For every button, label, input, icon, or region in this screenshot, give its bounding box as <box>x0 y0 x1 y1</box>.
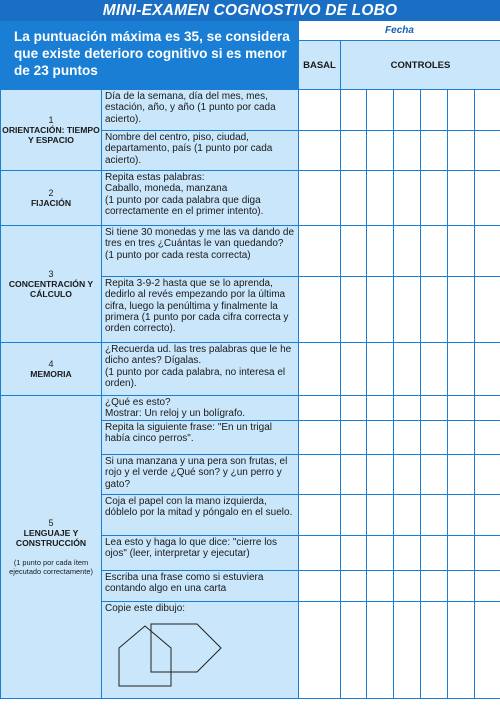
section-label <box>1 90 102 171</box>
item-text: Nombre del centro, piso, ciudad, departamento, país (1 punto por cada acierto). <box>102 131 299 171</box>
control-score-cell[interactable] <box>367 495 394 536</box>
control-score-cell[interactable] <box>394 421 421 455</box>
control-score-cell[interactable] <box>421 602 448 699</box>
section-number: 3 <box>48 269 54 279</box>
control-score-cell[interactable] <box>367 277 394 343</box>
control-score-cell[interactable] <box>341 343 367 396</box>
item-text: Copie este dibujo: <box>102 602 299 699</box>
basal-score-cell[interactable] <box>299 131 341 171</box>
form-title: MINI-EXAMEN COGNOSTIVO DE LOBO <box>0 0 500 21</box>
control-score-cell[interactable] <box>448 421 475 455</box>
item-text: ¿Qué es esto? Mostrar: Un reloj y un bolígrafo. <box>102 396 299 421</box>
control-score-cell[interactable] <box>394 343 421 396</box>
section-label <box>1 171 102 226</box>
basal-score-cell[interactable] <box>299 571 341 602</box>
basal-column-header: BASAL <box>298 40 340 89</box>
basal-score-cell[interactable] <box>299 536 341 571</box>
basal-score-cell[interactable] <box>299 343 341 396</box>
item-text: Coja el papel con la mano izquierda, dóblelo por la mitad y póngalo en el suelo. <box>102 495 299 536</box>
exam-row <box>1 396 500 421</box>
exam-row <box>1 90 500 131</box>
item-text: Si una manzana y una pera son frutas, el rojo y el verde ¿Qué son? y ¿un perro y gato? <box>102 455 299 495</box>
section-label <box>1 396 102 699</box>
section-number: 2 <box>48 188 54 198</box>
basal-score-cell[interactable] <box>299 90 341 131</box>
basal-score-cell[interactable] <box>299 226 341 277</box>
control-score-cell[interactable] <box>421 536 448 571</box>
control-score-cell[interactable] <box>448 602 475 699</box>
control-score-cell[interactable] <box>475 536 500 571</box>
control-score-cell[interactable] <box>475 171 500 226</box>
control-score-cell[interactable] <box>367 455 394 495</box>
control-score-cell[interactable] <box>421 343 448 396</box>
control-score-cell[interactable] <box>475 571 500 602</box>
control-score-cell[interactable] <box>341 536 367 571</box>
section-number: 1 <box>48 115 54 125</box>
control-score-cell[interactable] <box>421 571 448 602</box>
basal-score-cell[interactable] <box>299 602 341 699</box>
control-score-cell[interactable] <box>341 396 367 421</box>
item-text: Repita 3-9-2 hasta que se lo aprenda, dedirlo al revés empezando por la última cifra, luego la penúltima y finalmente la primera (1 punto por cada cifra correcta y orden correcto). <box>102 277 299 343</box>
control-score-cell[interactable] <box>448 343 475 396</box>
control-score-cell[interactable] <box>448 455 475 495</box>
control-score-cell[interactable] <box>394 495 421 536</box>
fecha-header: Fecha <box>298 21 500 40</box>
control-score-cell[interactable] <box>475 495 500 536</box>
item-text: Lea esto y haga lo que dice: "cierre los ojos" (leer, interpretar y ejecutar) <box>102 536 299 571</box>
basal-score-cell[interactable] <box>299 171 341 226</box>
control-score-cell[interactable] <box>475 455 500 495</box>
control-score-cell[interactable] <box>341 602 367 699</box>
control-score-cell[interactable] <box>341 455 367 495</box>
control-score-cell[interactable] <box>367 343 394 396</box>
basal-score-cell[interactable] <box>299 277 341 343</box>
control-score-cell[interactable] <box>367 226 394 277</box>
control-score-cell[interactable] <box>394 455 421 495</box>
control-score-cell[interactable] <box>475 602 500 699</box>
control-score-cell[interactable] <box>448 495 475 536</box>
basal-score-cell[interactable] <box>299 495 341 536</box>
control-score-cell[interactable] <box>367 602 394 699</box>
control-score-cell[interactable] <box>421 277 448 343</box>
control-score-cell[interactable] <box>448 277 475 343</box>
control-score-cell[interactable] <box>394 396 421 421</box>
control-score-cell[interactable] <box>394 536 421 571</box>
section-name: LENGUAJE Y CONSTRUCCIÓN <box>15 528 87 548</box>
control-score-cell[interactable] <box>341 131 367 171</box>
control-score-cell[interactable] <box>475 421 500 455</box>
basal-score-cell[interactable] <box>299 396 341 421</box>
item-text: Día de la semana, día del mes, mes, estación, año, y año (1 punto por cada acierto). <box>102 90 299 131</box>
control-score-cell[interactable] <box>475 226 500 277</box>
overlapping-pentagons-drawing <box>117 618 227 688</box>
section-name: FIJACIÓN <box>30 198 72 208</box>
item-text: Escriba una frase como si estuviera contando algo en una carta <box>102 571 299 602</box>
score-instructions: La puntuación máxima es 35, se considera que existe deterioro cognitivo si es menor de 23 puntos <box>0 21 298 89</box>
section-label <box>1 343 102 396</box>
control-score-cell[interactable] <box>367 90 394 131</box>
exam-row <box>1 171 500 226</box>
exam-table <box>0 89 500 699</box>
section-number: 5 <box>48 518 54 528</box>
control-score-cell[interactable] <box>421 226 448 277</box>
controles-column-header: CONTROLES <box>340 40 500 89</box>
control-score-cell[interactable] <box>394 571 421 602</box>
control-score-cell[interactable] <box>475 396 500 421</box>
control-score-cell[interactable] <box>341 421 367 455</box>
control-score-cell[interactable] <box>367 571 394 602</box>
control-score-cell[interactable] <box>448 571 475 602</box>
basal-score-cell[interactable] <box>299 421 341 455</box>
control-score-cell[interactable] <box>367 131 394 171</box>
section-name: CONCENTRACIÓN Y CÁLCULO <box>8 279 94 299</box>
control-score-cell[interactable] <box>367 171 394 226</box>
exam-row <box>1 343 500 396</box>
control-score-cell[interactable] <box>341 171 367 226</box>
control-score-cell[interactable] <box>421 495 448 536</box>
control-score-cell[interactable] <box>394 90 421 131</box>
control-score-cell[interactable] <box>475 131 500 171</box>
control-score-cell[interactable] <box>448 226 475 277</box>
control-score-cell[interactable] <box>421 421 448 455</box>
control-score-cell[interactable] <box>448 131 475 171</box>
control-score-cell[interactable] <box>394 131 421 171</box>
control-score-cell[interactable] <box>421 455 448 495</box>
control-score-cell[interactable] <box>394 226 421 277</box>
control-score-cell[interactable] <box>394 277 421 343</box>
control-score-cell[interactable] <box>367 536 394 571</box>
section-number: 4 <box>48 359 54 369</box>
section-name: ORIENTACIÓN: TIEMPO Y ESPACIO <box>2 125 100 145</box>
control-score-cell[interactable] <box>367 421 394 455</box>
control-score-cell[interactable] <box>341 495 367 536</box>
control-score-cell[interactable] <box>475 277 500 343</box>
section-note: (1 punto por cada ítem ejecutado correctamente) <box>9 558 93 576</box>
control-score-cell[interactable] <box>367 396 394 421</box>
control-score-cell[interactable] <box>341 277 367 343</box>
control-score-cell[interactable] <box>421 90 448 131</box>
control-score-cell[interactable] <box>394 602 421 699</box>
control-score-cell[interactable] <box>341 226 367 277</box>
control-score-cell[interactable] <box>341 90 367 131</box>
control-score-cell[interactable] <box>421 131 448 171</box>
control-score-cell[interactable] <box>448 536 475 571</box>
control-score-cell[interactable] <box>341 571 367 602</box>
item-text: Si tiene 30 monedas y me las va dando de tres en tres ¿Cuántas le van quedando? (1 punto por cada resta correcta) <box>102 226 299 277</box>
item-text: Repita estas palabras: Caballo, moneda, manzana (1 punto por cada palabra que diga correctamente en el primer intento). <box>102 171 299 226</box>
item-text: ¿Recuerda ud. las tres palabras que le he dicho antes? Dígalas. (1 punto por cada palabra, no interesa el orden). <box>102 343 299 396</box>
control-score-cell[interactable] <box>394 171 421 226</box>
control-score-cell[interactable] <box>475 90 500 131</box>
control-score-cell[interactable] <box>448 90 475 131</box>
control-score-cell[interactable] <box>448 171 475 226</box>
item-text: Repita la siguiente frase: "En un trigal había cinco perros". <box>102 421 299 455</box>
control-score-cell[interactable] <box>448 396 475 421</box>
control-score-cell[interactable] <box>421 396 448 421</box>
control-score-cell[interactable] <box>475 343 500 396</box>
control-score-cell[interactable] <box>421 171 448 226</box>
exam-row <box>1 226 500 277</box>
section-label <box>1 226 102 343</box>
section-name: MEMORIA <box>30 369 72 379</box>
basal-score-cell[interactable] <box>299 455 341 495</box>
